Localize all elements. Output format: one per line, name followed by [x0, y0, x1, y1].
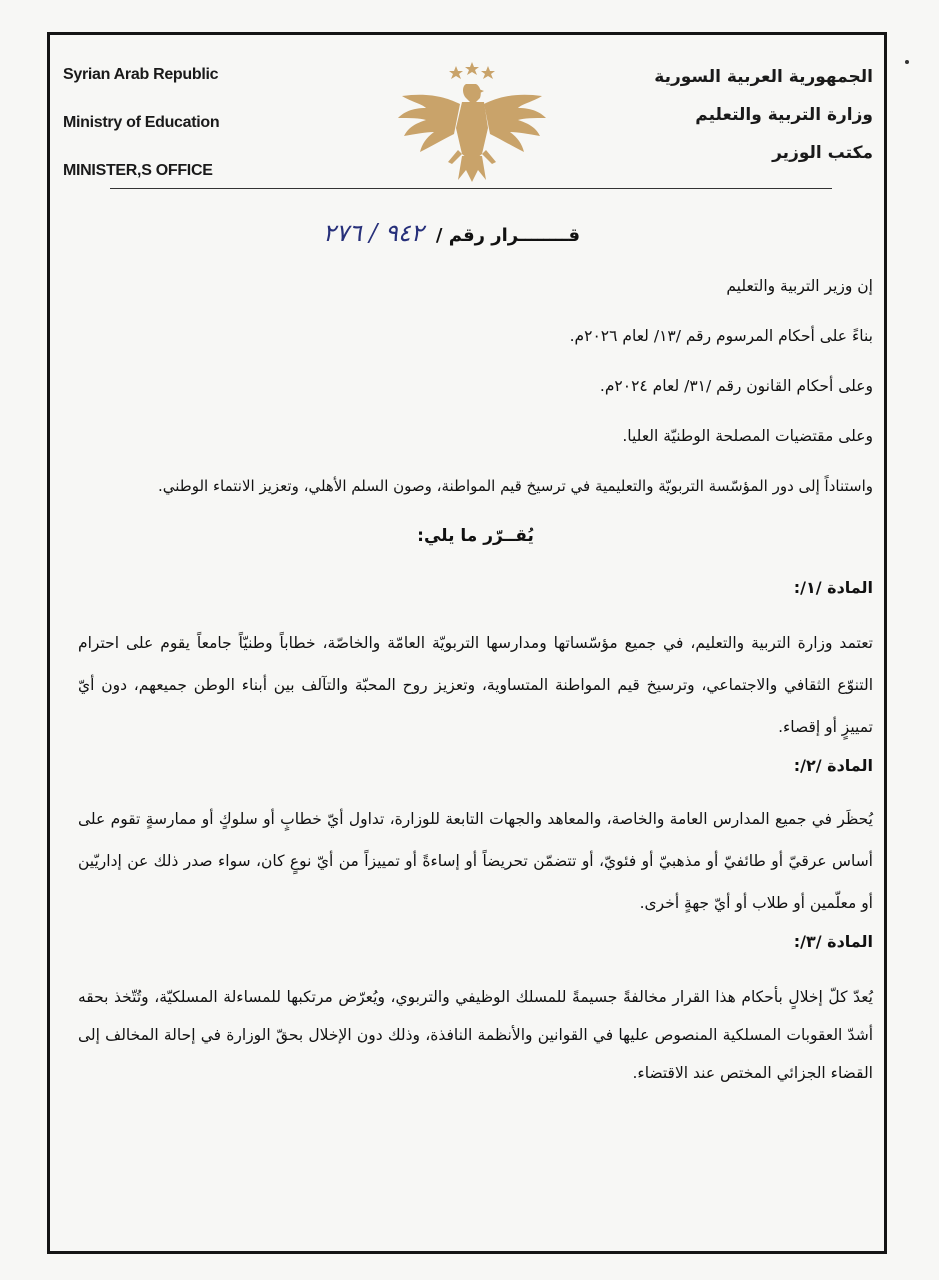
eagle-emblem-icon — [392, 58, 552, 186]
article-heading: المادة /٢/: — [793, 756, 873, 775]
preamble-line: واستناداً إلى دور المؤسّسة التربويّة والتعليمية في ترسيخ قيم المواطنة، وصون السلم الأهلي، وتعزيز الانتماء الوطني. — [157, 477, 873, 495]
preamble-line: إن وزير التربية والتعليم — [726, 277, 873, 295]
decree-title — [200, 218, 580, 251]
preamble-line: وعلى مقتضيات المصلحة الوطنيّة العليا. — [622, 427, 873, 445]
office-name-ar: مكتب الوزير — [772, 143, 873, 163]
ministry-name-ar: وزارة التربية والتعليم — [695, 105, 873, 125]
preamble-line: بناءً على أحكام المرسوم رقم /١٣/ لعام ٢٠٢٦م. — [569, 327, 873, 345]
decree-label: قــــــــرار رقم / — [435, 225, 580, 246]
margin-dot — [905, 60, 909, 64]
header-divider — [110, 188, 832, 189]
ministry-name-en: Ministry of Education — [63, 114, 220, 131]
preamble-line: وعلى أحكام القانون رقم /٣١/ لعام ٢٠٢٤م. — [599, 377, 873, 395]
header-arabic — [613, 64, 873, 178]
country-name-ar: الجمهورية العربية السورية — [654, 67, 873, 87]
country-name-en: Syrian Arab Republic — [63, 66, 219, 83]
article-text: يُحظَر في جميع المدارس العامة والخاصة، والمعاهد والجهات التابعة للوزارة، تداول أيّ خطابٍ أو سلوكٍ أو ممارسةٍ تقوم على أساس عرقيّ أو طائفيّ أو مذهبيّ أو فئويّ، أو تتضمّن تحريضاً أو إساءةً أو تمييزاً من أيّ نوعٍ كان، سواء صدر ذلك عن إداريّين أو معلّمين أو طلاب أو أيّ جهةٍ أخرى. — [78, 810, 873, 912]
article-heading: المادة /١/: — [793, 578, 873, 597]
article-heading: المادة /٣/: — [793, 932, 873, 951]
header-english — [63, 64, 283, 208]
office-name-en: MINISTER,S OFFICE — [63, 162, 213, 179]
article-text: تعتمد وزارة التربية والتعليم، في جميع مؤسّساتها ومدارسها التربويّة العامّة والخاصّة، خطاباً وطنيّاً جامعاً يقوم على احترام التنوّع الثقافي والاجتماعي، وترسيخ قيم المواطنة المتساوية، وتعزيز روح المحبّة والتآلف بين أبناء الوطن جميعهم، دون أيّ تمييزٍ أو إقصاء. — [78, 634, 873, 736]
article-text: يُعدّ كلّ إخلالٍ بأحكام هذا القرار مخالفةً جسيمةً للمسلك الوظيفي والتربوي، ويُعرّض مرتكبها للمساءلة المسلكيّة، وتُتّخذ بحقه أشدّ العقوبات المسلكية المنصوص عليها في القوانين والأنظمة النافذة، وذلك دون الإخلال بحقّ الوزارة في إحالة المخالف إلى القضاء الجزائي المختص عند الاقتضاء. — [78, 988, 873, 1082]
decree-number: ٩٤٢ / ٢٧٦ — [322, 219, 424, 247]
decides-heading: يُقــرّر ما يلي: — [417, 526, 534, 546]
